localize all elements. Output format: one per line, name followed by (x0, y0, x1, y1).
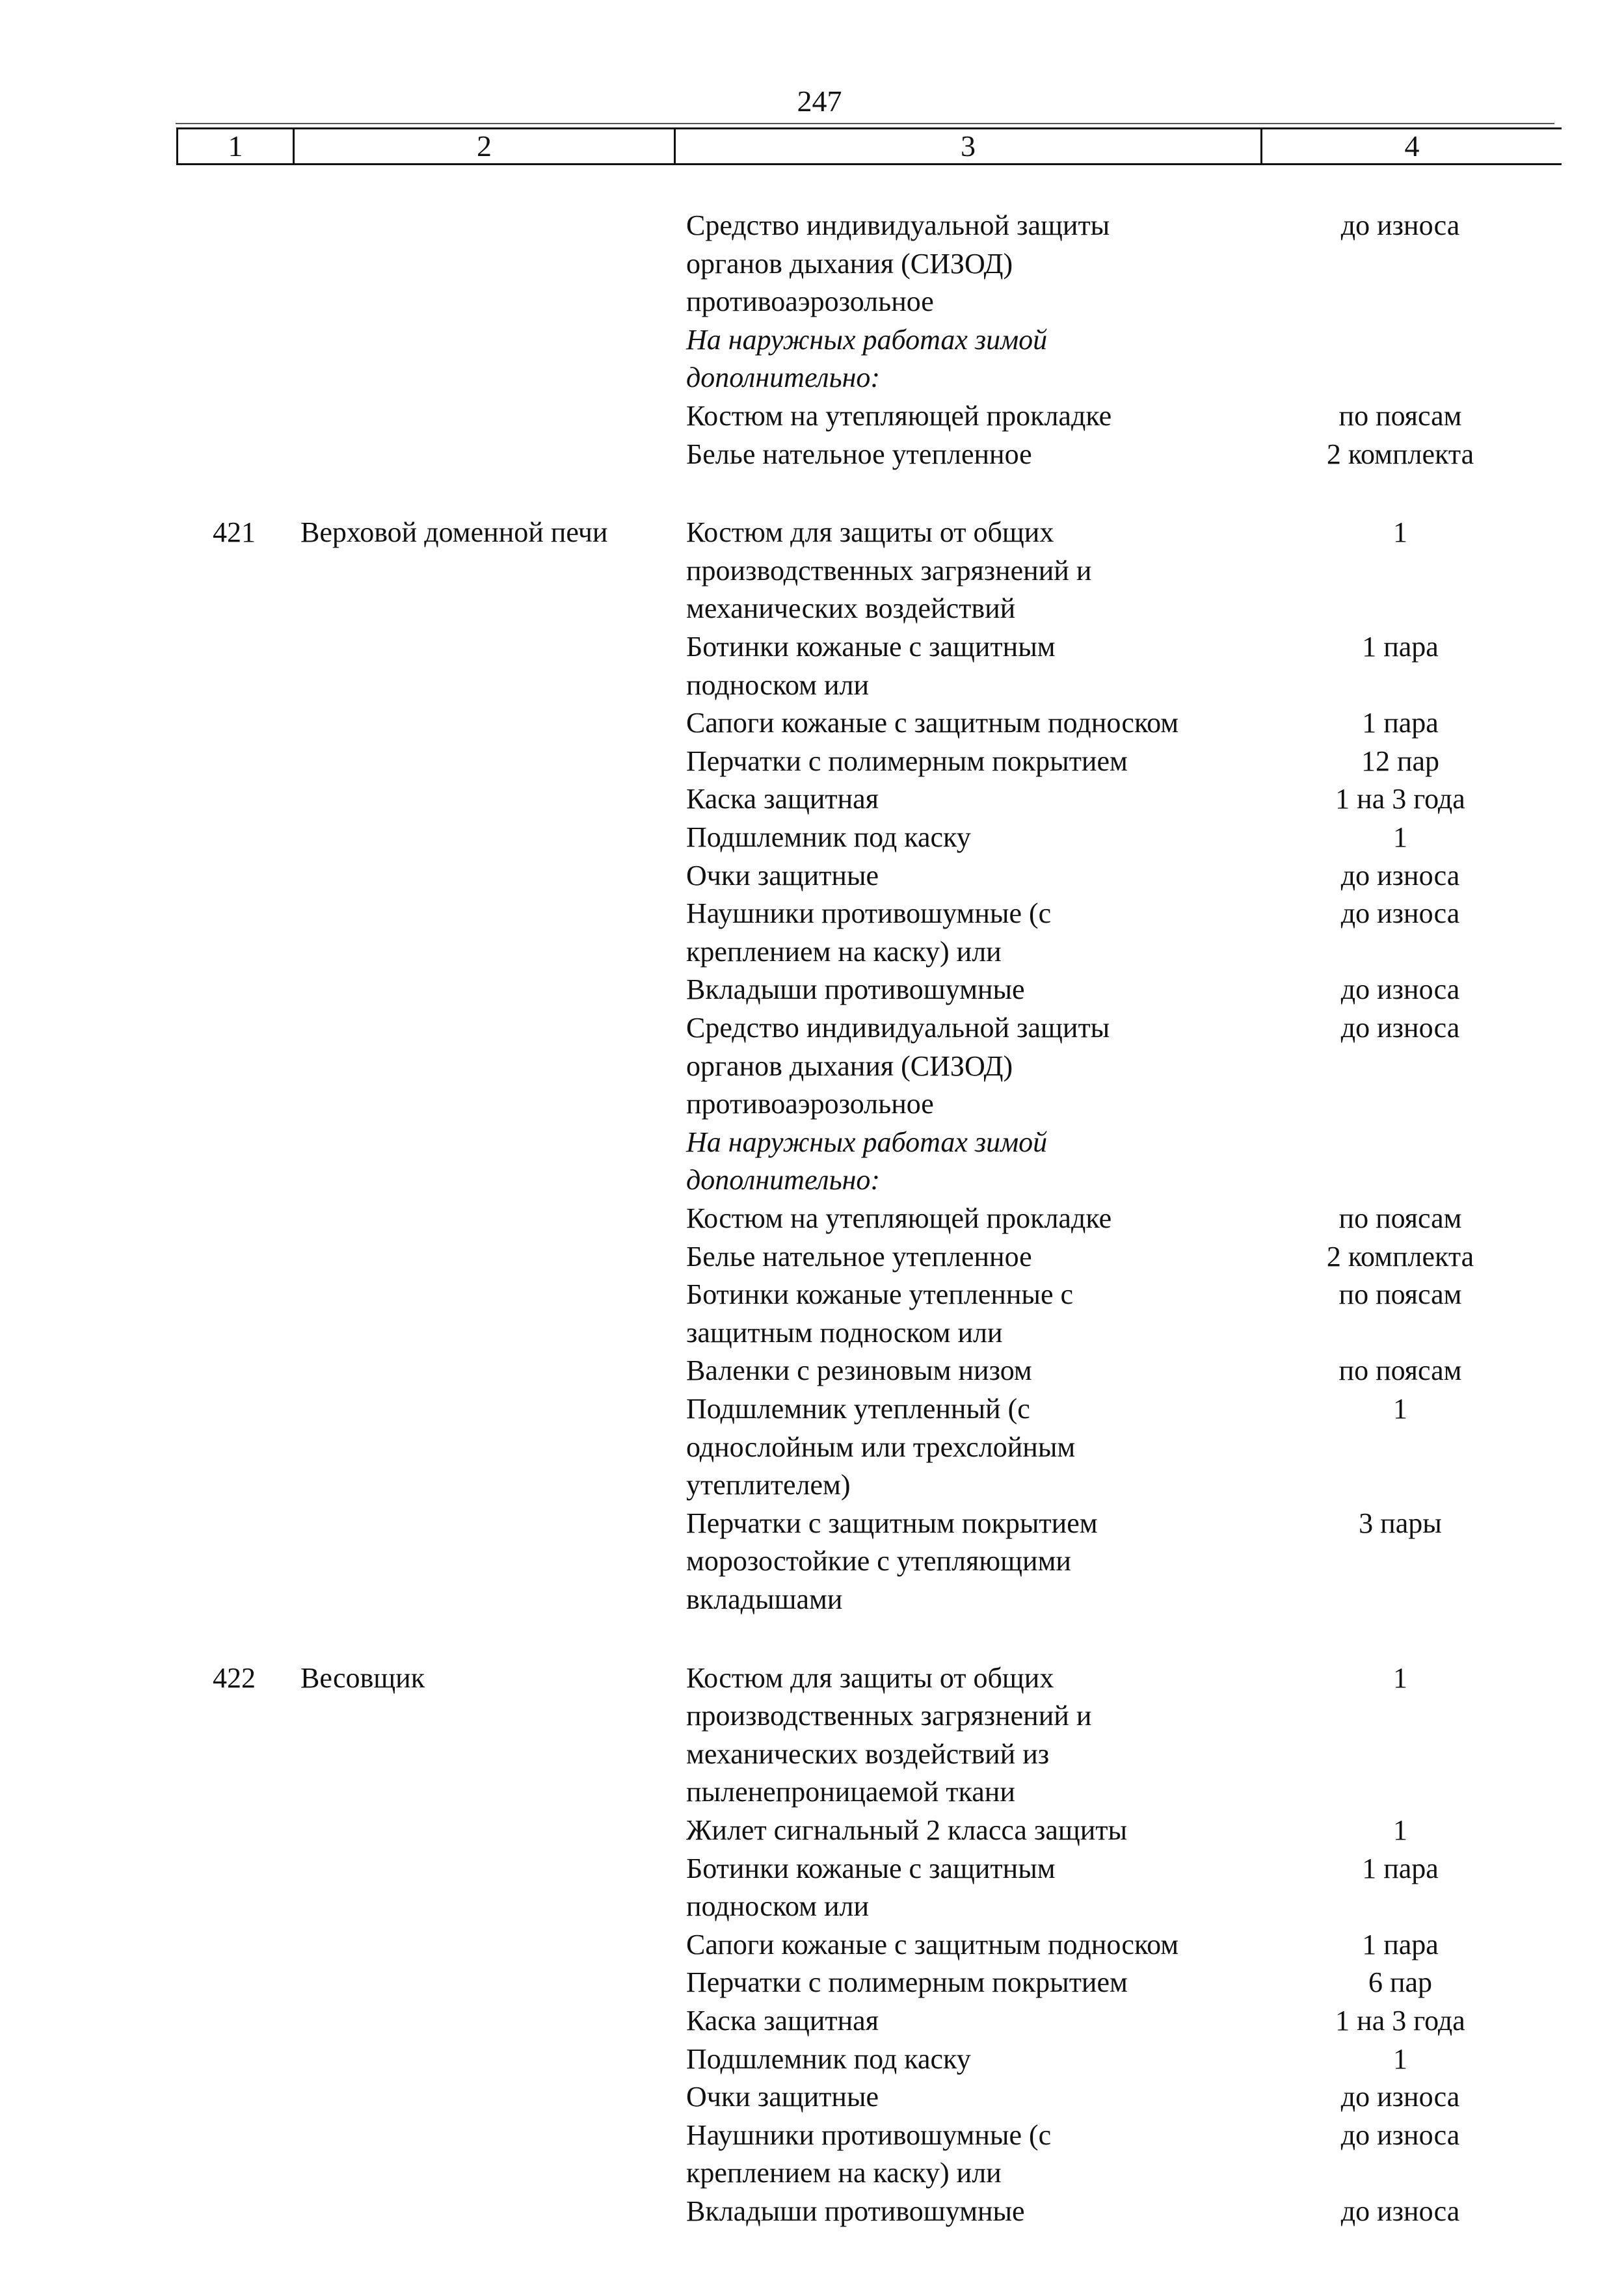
item-norm: 2 комплекта (1326, 1241, 1474, 1273)
item-norm: 12 пар (1361, 745, 1440, 777)
item-norm: до износа (1340, 2195, 1460, 2227)
item-norm: 6 пар (1368, 1966, 1433, 1998)
item-text-line: Подшлемник под каску (686, 2043, 971, 2075)
header-col-3: 3 (961, 129, 976, 163)
item-text-line: противоаэрозольное (686, 1088, 934, 1120)
item-text-line: Ботинки кожаные с защитным (686, 1853, 1056, 1884)
item-norm: по поясам (1338, 1354, 1462, 1386)
item-text-line: подноском или (686, 669, 870, 701)
entry-number: 421 (213, 516, 256, 548)
item-text-line: На наружных работах зимой (686, 1126, 1048, 1158)
header-col-4: 4 (1404, 129, 1420, 163)
header-col-1: 1 (228, 129, 243, 163)
item-text-line: Наушники противошумные (с (686, 897, 1052, 929)
item-norm: 1 на 3 года (1335, 2005, 1465, 2037)
item-text-line: Белье нательное утепленное (686, 1241, 1032, 1273)
item-text-line: Костюм для защиты от общих (686, 1662, 1054, 1694)
item-text-line: Сапоги кожаные с защитным подноском (686, 707, 1179, 739)
item-text-line: Подшлемник утепленный (с (686, 1393, 1030, 1425)
item-text-line: Сапоги кожаные с защитным подноском (686, 1929, 1179, 1960)
item-text-line: однослойным или трехслойным (686, 1431, 1076, 1463)
item-text-line: Костюм для защиты от общих (686, 516, 1054, 548)
item-text-line: Наушники противошумные (с (686, 2119, 1052, 2151)
item-text-line: противоаэрозольное (686, 285, 934, 317)
table-header (176, 127, 1562, 165)
item-norm: до износа (1340, 209, 1460, 241)
item-text-line: дополнительно: (686, 362, 881, 393)
item-text-line: Средство индивидуальной защиты (686, 1012, 1110, 1044)
item-text-line: подноском или (686, 1890, 870, 1922)
entry-profession: Верховой доменной печи (300, 516, 608, 548)
item-norm: 1 (1393, 516, 1407, 548)
item-text-line: Валенки с резиновым низом (686, 1354, 1032, 1386)
item-norm: 1 (1393, 821, 1407, 853)
top-rule (176, 123, 1554, 124)
page-number: 247 (797, 85, 842, 118)
item-text-line: Перчатки с полимерным покрытием (686, 745, 1128, 777)
item-norm: 1 пара (1362, 707, 1439, 739)
item-text-line: Очки защитные (686, 2081, 879, 2113)
item-norm: 1 пара (1362, 1929, 1439, 1960)
item-text-line: Вкладыши противошумные (686, 2195, 1025, 2227)
item-norm: до износа (1340, 2081, 1460, 2113)
item-norm: до износа (1340, 860, 1460, 891)
item-text-line: Средство индивидуальной защиты (686, 209, 1110, 241)
item-text-line: Перчатки с защитным покрытием (686, 1507, 1098, 1539)
item-text-line: утеплителем) (686, 1469, 851, 1501)
item-text-line: Ботинки кожаные утепленные с (686, 1278, 1074, 1310)
header-col-2: 2 (477, 129, 492, 163)
item-text-line: производственных загрязнений и (686, 555, 1092, 587)
item-norm: 1 пара (1362, 1853, 1439, 1884)
item-norm: 2 комплекта (1326, 438, 1474, 470)
item-norm: до износа (1340, 973, 1460, 1005)
item-text-line: креплением на каску) или (686, 2157, 1002, 2189)
item-norm: 1 (1393, 1662, 1407, 1694)
entry-number: 422 (213, 1662, 256, 1694)
item-text-line: механических воздействий (686, 592, 1016, 624)
item-text-line: защитным подноском или (686, 1317, 1003, 1349)
item-text-line: Костюм на утепляющей прокладке (686, 1202, 1112, 1234)
item-text-line: Каска защитная (686, 2005, 879, 2037)
item-norm: 1 (1393, 1393, 1407, 1425)
item-text-line: вкладышами (686, 1583, 843, 1615)
item-text-line: Подшлемник под каску (686, 821, 971, 853)
item-norm: 1 на 3 года (1335, 783, 1465, 815)
item-norm: по поясам (1338, 400, 1462, 432)
item-norm: до износа (1340, 897, 1460, 929)
item-text-line: Жилет сигнальный 2 класса защиты (686, 1814, 1128, 1846)
item-text-line: Каска защитная (686, 783, 879, 815)
item-text-line: органов дыхания (СИЗОД) (686, 248, 1013, 280)
item-text-line: пыленепроницаемой ткани (686, 1776, 1015, 1808)
item-text-line: Белье нательное утепленное (686, 438, 1032, 470)
item-text-line: Вкладыши противошумные (686, 973, 1025, 1005)
header-bottom-border (176, 163, 1562, 165)
item-text-line: морозостойкие с утепляющими (686, 1545, 1071, 1577)
item-norm: 3 пары (1359, 1507, 1442, 1539)
item-text-line: органов дыхания (СИЗОД) (686, 1050, 1013, 1082)
item-text-line: дополнительно: (686, 1164, 881, 1196)
item-norm: 1 (1393, 1814, 1407, 1846)
item-text-line: На наружных работах зимой (686, 324, 1048, 356)
item-norm: 1 пара (1362, 631, 1439, 663)
item-text-line: производственных загрязнений и (686, 1700, 1092, 1732)
item-text-line: механических воздействий из (686, 1738, 1050, 1770)
item-norm: по поясам (1338, 1278, 1462, 1310)
item-norm: до износа (1340, 2119, 1460, 2151)
entry-profession: Весовщик (300, 1662, 425, 1694)
item-norm: до износа (1340, 1012, 1460, 1044)
item-text-line: Ботинки кожаные с защитным (686, 631, 1056, 663)
item-text-line: Перчатки с полимерным покрытием (686, 1966, 1128, 1998)
item-norm: по поясам (1338, 1202, 1462, 1234)
item-text-line: Очки защитные (686, 860, 879, 891)
item-text-line: Костюм на утепляющей прокладке (686, 400, 1112, 432)
item-norm: 1 (1393, 2043, 1407, 2075)
item-text-line: креплением на каску) или (686, 936, 1002, 968)
